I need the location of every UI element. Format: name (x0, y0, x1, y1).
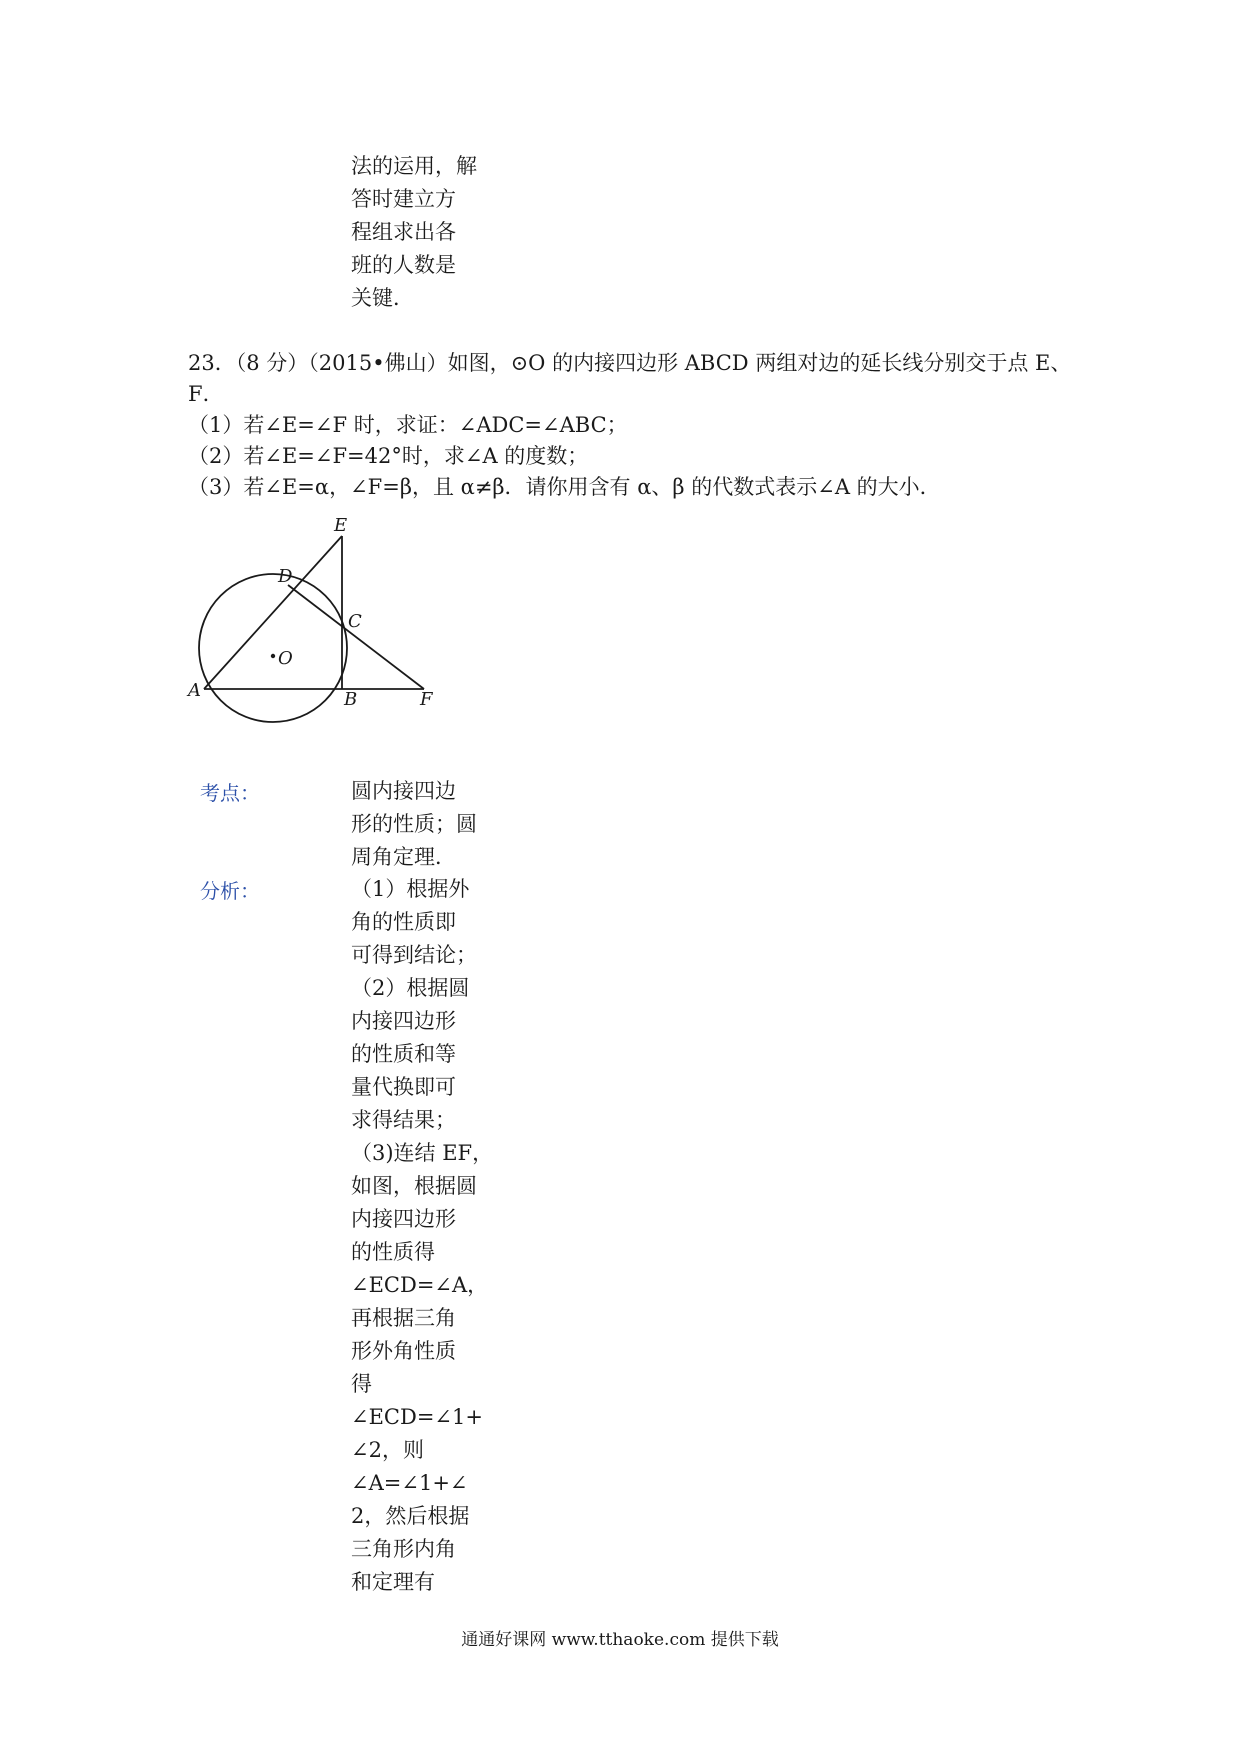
problem-line-1: 23．（8 分）（2015•佛山）如图，⊙O 的内接四边形 ABCD 两组对边的延长线分别交于点 E、 (188, 351, 1072, 375)
text-line: 程组求出各 (351, 220, 456, 244)
text-line: ∠ECD=∠1+ (351, 1405, 483, 1429)
text-line: 圆内接四边 (351, 779, 456, 803)
text-line: （2）根据圆 (351, 976, 470, 1000)
text-line: （3)连结 EF， (351, 1141, 494, 1165)
text-line: 内接四边形 (351, 1009, 456, 1033)
text-line: 答时建立方 (351, 187, 456, 211)
label-b: B (344, 689, 358, 710)
fenxi-text (351, 873, 493, 1599)
top-analysis-text (351, 150, 477, 315)
page-footer: 通通好课网 www.tthaoke.com 提供下载 (461, 1630, 779, 1650)
text-line: 得 (351, 1372, 372, 1396)
text-line: 量代换即可 (351, 1075, 456, 1099)
question-3: （3）若∠E=α，∠F=β，且 α≠β．请你用含有 α、β 的代数式表示∠A 的大小． (188, 475, 941, 499)
text-line: 如图，根据圆 (351, 1174, 477, 1198)
line-a-e (204, 536, 342, 689)
problem-line-2: F． (188, 382, 224, 406)
text-line: ∠A=∠1+∠ (351, 1471, 468, 1495)
text-line: 的性质得 (351, 1240, 435, 1264)
text-line: 周角定理． (351, 845, 456, 869)
text-line: ∠2，则 (351, 1438, 424, 1462)
text-line: 法的运用，解 (351, 154, 477, 178)
text-line: 的性质和等 (351, 1042, 456, 1066)
question-1: （1）若∠E=∠F 时，求证：∠ADC=∠ABC； (188, 413, 628, 437)
text-line: 内接四边形 (351, 1207, 456, 1231)
text-line: 求得结果； (351, 1108, 456, 1132)
center-point (271, 654, 275, 658)
circle-o (199, 574, 347, 722)
text-line: 班的人数是 (351, 253, 456, 277)
text-line: 角的性质即 (351, 910, 456, 934)
label-d: D (278, 566, 293, 587)
label-a: A (188, 680, 201, 701)
question-2: （2）若∠E=∠F=42°时，求∠A 的度数； (188, 444, 589, 468)
label-e: E (334, 515, 348, 536)
line-d-f (288, 585, 424, 689)
text-line: 2，然后根据 (351, 1504, 470, 1528)
text-line: 可得到结论； (351, 943, 477, 967)
text-line: 再根据三角 (351, 1306, 456, 1330)
label-f: F (420, 689, 433, 710)
geometry-figure (180, 505, 450, 725)
label-o: O (278, 648, 293, 669)
text-line: ∠ECD=∠A， (351, 1273, 489, 1297)
label-c: C (348, 611, 362, 632)
text-line: （1）根据外 (351, 877, 470, 901)
fenxi-label: 分析： (200, 879, 260, 903)
text-line: 形外角性质 (351, 1339, 456, 1363)
text-line: 形的性质；圆 (351, 812, 477, 836)
text-line: 和定理有 (351, 1570, 435, 1594)
kaodian-text (351, 775, 477, 874)
text-line: 关键． (351, 286, 414, 310)
text-line: 三角形内角 (351, 1537, 456, 1561)
problem-statement (188, 348, 1088, 503)
kaodian-label: 考点： (200, 781, 260, 805)
